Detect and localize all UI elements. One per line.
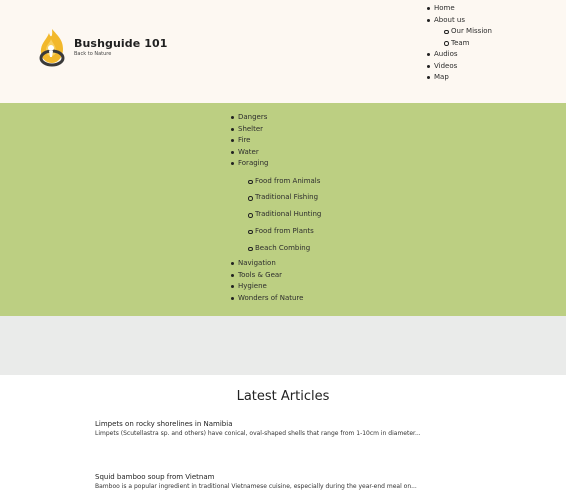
- article-title[interactable]: Squid bamboo soup from Vietnam: [95, 473, 215, 481]
- category-navigation[interactable]: Navigation: [231, 258, 321, 270]
- nav-item-audios[interactable]: Audios: [427, 49, 492, 61]
- subcategory-beach-combing[interactable]: Beach Combing: [248, 240, 321, 257]
- site-header: [0, 0, 566, 103]
- article-item[interactable]: [95, 472, 535, 492]
- subcategory-traditional-fishing[interactable]: Traditional Fishing: [248, 189, 321, 206]
- section-heading: Latest Articles: [236, 389, 330, 404]
- subcategory-food-from-animals[interactable]: Food from Animals: [248, 173, 321, 190]
- top-navigation: [427, 3, 492, 84]
- article-excerpt: Bamboo is a popular ingredient in traditional Vietnamese cuisine, especially during the year-end meal on...: [95, 483, 417, 490]
- nav-item-map[interactable]: Map: [427, 72, 492, 84]
- category-foraging[interactable]: Foraging Food from Animals Traditional Fishing Traditional Hunting Food from Plants Beach Combing: [231, 158, 321, 258]
- category-water[interactable]: Water: [231, 147, 321, 159]
- foraging-submenu: [248, 170, 321, 259]
- nav-item-team[interactable]: Team: [444, 38, 492, 50]
- nav-item-our-mission[interactable]: Our Mission: [444, 26, 492, 38]
- category-shelter[interactable]: Shelter: [231, 124, 321, 136]
- flame-leaf-logo-icon: [36, 27, 68, 68]
- category-menu: [0, 103, 566, 316]
- about-us-submenu: [444, 26, 492, 49]
- nav-item-home[interactable]: Home: [427, 3, 492, 15]
- category-fire[interactable]: Fire: [231, 135, 321, 147]
- subcategory-food-from-plants[interactable]: Food from Plants: [248, 223, 321, 240]
- nav-item-about-us[interactable]: About us Our Mission Team: [427, 15, 492, 50]
- article-item[interactable]: [95, 419, 535, 439]
- nav-item-videos[interactable]: Videos: [427, 61, 492, 73]
- category-wonders-of-nature[interactable]: Wonders of Nature: [231, 293, 321, 305]
- category-tools-gear[interactable]: Tools & Gear: [231, 270, 321, 282]
- article-excerpt: Limpets (Scutellastra sp. and others) have conical, oval-shaped shells that range from 1-10cm in diameter...: [95, 430, 421, 437]
- site-logo[interactable]: [36, 27, 168, 68]
- site-title: Bushguide 101: [74, 37, 168, 50]
- category-dangers[interactable]: Dangers: [231, 112, 321, 124]
- article-title[interactable]: Limpets on rocky shorelines in Namibia: [95, 420, 233, 428]
- category-hygiene[interactable]: Hygiene: [231, 281, 321, 293]
- hero-band: [0, 316, 566, 375]
- site-tagline: Back to Nature: [74, 51, 112, 57]
- latest-articles-section: [0, 375, 566, 500]
- subcategory-traditional-hunting[interactable]: Traditional Hunting: [248, 206, 321, 223]
